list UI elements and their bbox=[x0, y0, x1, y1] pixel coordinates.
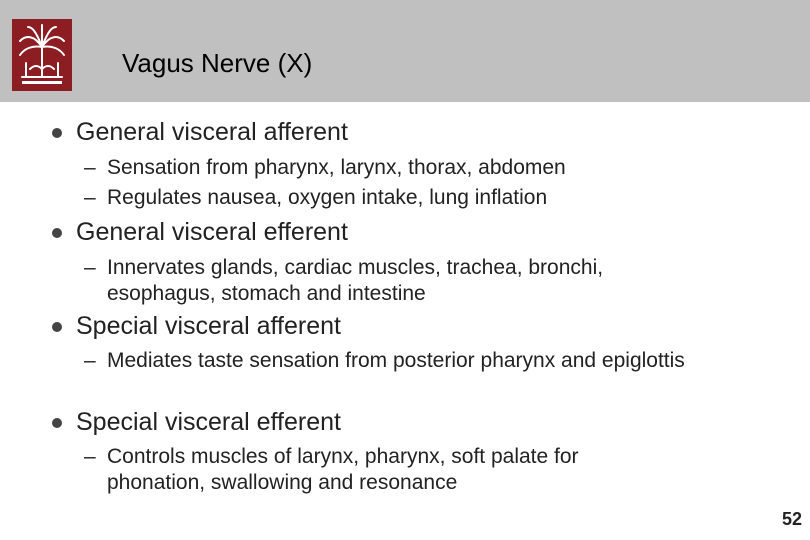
sub-item: Regulates nausea, oxygen intake, lung inflation bbox=[107, 186, 548, 209]
bullet-dot-icon bbox=[52, 418, 62, 428]
sub-item: Innervates glands, cardiac muscles, trachea, bronchi, esophagus, stomach and intestine bbox=[107, 256, 604, 305]
dash-marker: – bbox=[84, 186, 96, 209]
bullet-label: Special visceral afferent bbox=[76, 312, 341, 340]
dash-marker: – bbox=[84, 156, 96, 179]
bullet-label: General visceral afferent bbox=[76, 118, 348, 146]
bullet-label: General visceral efferent bbox=[76, 218, 348, 246]
slide-title: Vagus Nerve (X) bbox=[122, 48, 313, 78]
header-bar bbox=[0, 0, 810, 102]
palmetto-tree-logo-icon bbox=[12, 19, 72, 91]
bullet-dot-icon bbox=[52, 128, 62, 138]
page-number: 52 bbox=[781, 509, 802, 529]
dash-marker: – bbox=[84, 349, 96, 372]
bullet-dot-icon bbox=[52, 228, 62, 238]
dash-marker: – bbox=[84, 445, 96, 468]
sub-item: Mediates taste sensation from posterior pharynx and epiglottis bbox=[107, 349, 685, 372]
bullet-label: Special visceral efferent bbox=[76, 408, 341, 436]
sub-item: Sensation from pharynx, larynx, thorax, abdomen bbox=[107, 156, 566, 179]
dash-marker: – bbox=[84, 256, 96, 279]
sub-item: Controls muscles of larynx, pharynx, soft palate for phonation, swallowing and resonance bbox=[107, 445, 579, 494]
bullet-dot-icon bbox=[52, 322, 62, 332]
